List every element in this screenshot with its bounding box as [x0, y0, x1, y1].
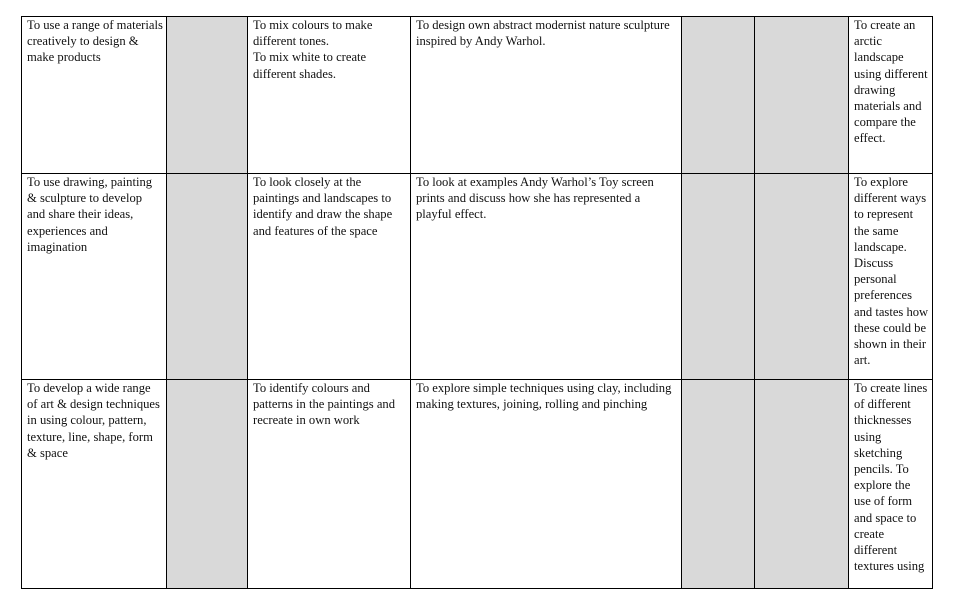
shaded-empty-cell	[167, 174, 248, 380]
activity-cell: To explore different ways to represent the same landscape. Discuss personal preferences and tastes how these could be shown in their art.	[849, 174, 933, 380]
activity-cell: To identify colours and patterns in the paintings and recreate in own work	[248, 380, 411, 589]
shaded-empty-cell	[755, 380, 849, 589]
shaded-empty-cell	[682, 174, 755, 380]
art-curriculum-table	[21, 16, 933, 589]
activity-cell: To design own abstract modernist nature sculpture inspired by Andy Warhol.	[411, 17, 682, 174]
objective-cell: To develop a wide range of art & design techniques in using colour, pattern, texture, line, shape, form & space	[22, 380, 167, 589]
activity-cell: To create an arctic landscape using different drawing materials and compare the effect.	[849, 17, 933, 174]
shaded-empty-cell	[755, 174, 849, 380]
objective-cell: To use a range of materials creatively to design & make products	[22, 17, 167, 174]
activity-cell: To look at examples Andy Warhol’s Toy screen prints and discuss how she has represented a playful effect.	[411, 174, 682, 380]
activity-cell: To create lines of different thicknesses using sketching pencils. To explore the use of form and space to create different textures using	[849, 380, 933, 589]
objective-cell: To use drawing, painting & sculpture to develop and share their ideas, experiences and imagination	[22, 174, 167, 380]
shaded-empty-cell	[167, 17, 248, 174]
activity-cell: To mix colours to make different tones. To mix white to create different shades.	[248, 17, 411, 174]
activity-cell: To explore simple techniques using clay, including making textures, joining, rolling and pinching	[411, 380, 682, 589]
table-row	[22, 380, 933, 589]
shaded-empty-cell	[682, 17, 755, 174]
table-row	[22, 174, 933, 380]
shaded-empty-cell	[755, 17, 849, 174]
table-row	[22, 17, 933, 174]
shaded-empty-cell	[682, 380, 755, 589]
shaded-empty-cell	[167, 380, 248, 589]
activity-cell: To look closely at the paintings and landscapes to identify and draw the shape and features of the space	[248, 174, 411, 380]
